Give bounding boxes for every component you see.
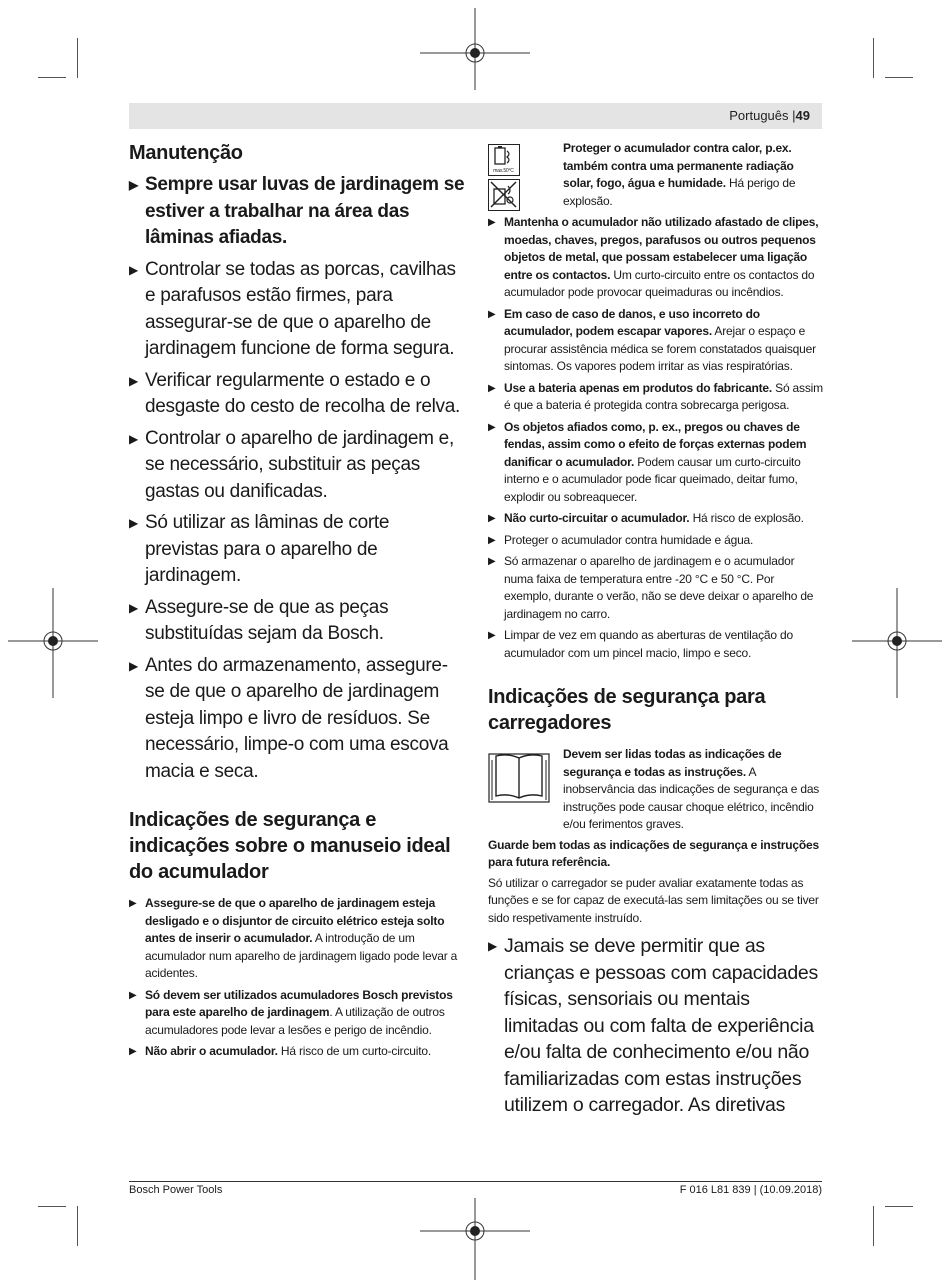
bullet-arrow-icon: ▶ — [129, 431, 138, 446]
maintenance-heading: Manutenção — [129, 142, 243, 164]
list-item: ▶ Em caso de caso de danos, e uso incorreto do acumulador, podem escapar vapores. Arejar o espaço e procurar assistência médica se forem constatados quaisquer sintomas. Os vapores podem irritar as vias respiratórias. — [488, 306, 816, 373]
crop-mark — [38, 1206, 66, 1207]
bullet-arrow-icon: ▶ — [488, 630, 496, 641]
crop-mark — [873, 1206, 874, 1246]
registration-mark-bottom-icon — [420, 1190, 530, 1280]
page-header — [129, 103, 822, 129]
svg-text:max.50°C: max.50°C — [493, 168, 514, 174]
bullet-arrow-icon: ▶ — [488, 382, 496, 394]
charger-safety-heading: Indicações de segurança para carregadores — [488, 686, 766, 734]
bullet-arrow-icon: ▶ — [129, 989, 137, 1001]
bullet-arrow-icon: ▶ — [129, 600, 138, 615]
bullet-arrow-icon: ▶ — [129, 262, 138, 277]
list-item: ▶ Controlar o aparelho de jardinagem e, se necessário, substituir as peças gastas ou danificadas. — [129, 427, 454, 502]
crop-mark — [885, 1206, 913, 1207]
list-item: ▶ Antes do armazenamento, assegure-se de que o aparelho de jardinagem esteja limpo e livro de resíduos. Se necessário, limpe-o com uma escova macia e seca. — [129, 654, 449, 782]
battery-safety-heading: Indicações de segurança e indicações sobre o manuseio ideal do acumulador — [129, 809, 451, 883]
bullet-arrow-icon: ▶ — [129, 178, 138, 192]
read-manual-book-icon — [488, 748, 550, 804]
warning-icons — [488, 144, 524, 214]
bullet-arrow-icon: ▶ — [129, 1046, 137, 1057]
registration-mark-right-icon — [852, 588, 942, 698]
list-item: ▶ Mantenha o acumulador não utilizado afastado de clipes, moedas, chaves, pregos, parafusos ou outros pequenos objetos de metal, que possam estabelecer uma ligação entre os contactos. Um curto-circuito entre os contactos do acumulador pode provocar queimaduras ou incêndios. — [488, 215, 819, 299]
list-item: ▶ Controlar se todas as porcas, cavilhas e parafusos estão firmes, para assegurar-se de que o aparelho de jardinagem funcione de forma segura. — [129, 258, 456, 359]
keep-instructions-note: Guarde bem todas as indicações de segurança e instruções para futura referência. — [488, 837, 819, 869]
list-item: ▶ Use a bateria apenas em produtos do fabricante. Só assim é que a bateria é protegida contra sobrecarga perigosa. — [488, 380, 823, 412]
list-item: ▶ Proteger o acumulador contra humidade e água. — [488, 532, 824, 550]
bullet-arrow-icon: ▶ — [488, 534, 496, 546]
list-item: ▶ Só utilizar as lâminas de corte previstas para o aparelho de jardinagem. — [129, 512, 390, 586]
heat-warning-block: max.50°C Proteger o acumulador contra calor, p.ex. também contra uma permanente radiação solar, fogo, água e humidade. Há perigo de explosão. — [488, 140, 824, 210]
crop-mark — [77, 38, 78, 78]
list-item: ▶ Sempre usar luvas de jardinagem se estiver a trabalhar na área das lâminas afiadas. — [129, 174, 465, 248]
header-separator: | — [792, 108, 796, 123]
temperature-limit-icon — [488, 144, 520, 176]
bullet-arrow-icon: ▶ — [129, 658, 138, 673]
list-item: ▶ Assegure-se de que as peças substituídas sejam da Bosch. — [129, 596, 389, 644]
header-language: Português — [729, 108, 789, 123]
crop-mark — [885, 77, 913, 78]
footer-rule — [129, 1181, 822, 1182]
list-item: ▶ Não curto-circuitar o acumulador. Há risco de explosão. — [488, 510, 824, 528]
list-item: ▶ Jamais se deve permitir que as crianças e pessoas com capacidades físicas, sensoriais ou mentais limitadas ou com falta de experiência e/ou falta de conhecimento e/ou não familiarizadas com estas instruções utilizem o carregador. As diretivas — [488, 935, 818, 1116]
right-column — [488, 140, 824, 1124]
footer-brand: Bosch Power Tools — [129, 1184, 223, 1196]
list-item: ▶ Verificar regularmente o estado e o desgaste do cesto de recolha de relva. — [129, 369, 460, 417]
no-fire-water-icon — [488, 179, 520, 211]
list-item: ▶ Assegure-se de que o aparelho de jardinagem esteja desligado e o disjuntor de circuito elétrico esteja solto antes de inserir o acumulador. A introdução de um acumulador num aparelho de jardinagem ligado pode levar a acidentes. — [129, 896, 458, 980]
bullet-arrow-icon: ▶ — [129, 898, 137, 909]
header-text — [729, 108, 810, 123]
bullet-arrow-icon: ▶ — [488, 556, 496, 567]
footer-doc-number: F 016 L81 839 | (10.09.2018) — [679, 1184, 822, 1196]
bullet-arrow-icon: ▶ — [488, 939, 497, 953]
charger-usage-note: Só utilizar o carregador se puder avaliar exatamente todas as funções e se for capaz de executá-las sem limitações ou se tiver sido respetivamente instruído. — [488, 875, 819, 925]
bullet-arrow-icon: ▶ — [488, 421, 496, 433]
bullet-arrow-icon: ▶ — [129, 516, 138, 530]
read-instructions-block: Devem ser lidas todas as indicações de segurança e todas as instruções. A inobservância das indicações de segurança e das instruções pode causar choque elétrico, incêndio e/ou ferimentos graves. — [488, 746, 824, 834]
bullet-arrow-icon: ▶ — [488, 308, 496, 320]
list-item: ▶ Só devem ser utilizados acumuladores Bosch previstos para este aparelho de jardinagem. A utilização de outros acumuladores pode levar a lesões e perigo de incêndio. — [129, 987, 453, 1037]
crop-mark — [873, 38, 874, 78]
bullet-arrow-icon: ▶ — [488, 217, 496, 228]
bullet-arrow-icon: ▶ — [488, 513, 496, 524]
list-item: ▶ Os objetos afiados como, p. ex., pregos ou chaves de fendas, assim como o efeito de forças externas podem danificar o acumulador. Podem causar um curto-circuito interno e o acumulador pode ficar queimado, deitar fumo, explodir ou sobreaquecer. — [488, 419, 807, 504]
list-item: ▶ Só armazenar o aparelho de jardinagem e o acumulador numa faixa de temperatura entre -20 °C e 50 °C. Por exemplo, durante o verão, não se deve deixar o aparelho de jardinagem no carro. — [488, 554, 814, 621]
crop-mark — [38, 77, 66, 78]
bullet-arrow-icon: ▶ — [129, 373, 138, 388]
list-item: ▶ Limpar de vez em quando as aberturas de ventilação do acumulador com um pincel macio, limpo e seco. — [488, 628, 793, 660]
crop-mark — [77, 1206, 78, 1246]
left-column — [129, 140, 465, 1065]
registration-mark-left-icon — [8, 588, 98, 698]
page-number: 49 — [795, 108, 810, 123]
list-item: ▶ Não abrir o acumulador. Há risco de um curto-circuito. — [129, 1043, 465, 1061]
registration-mark-top-icon — [420, 8, 530, 98]
